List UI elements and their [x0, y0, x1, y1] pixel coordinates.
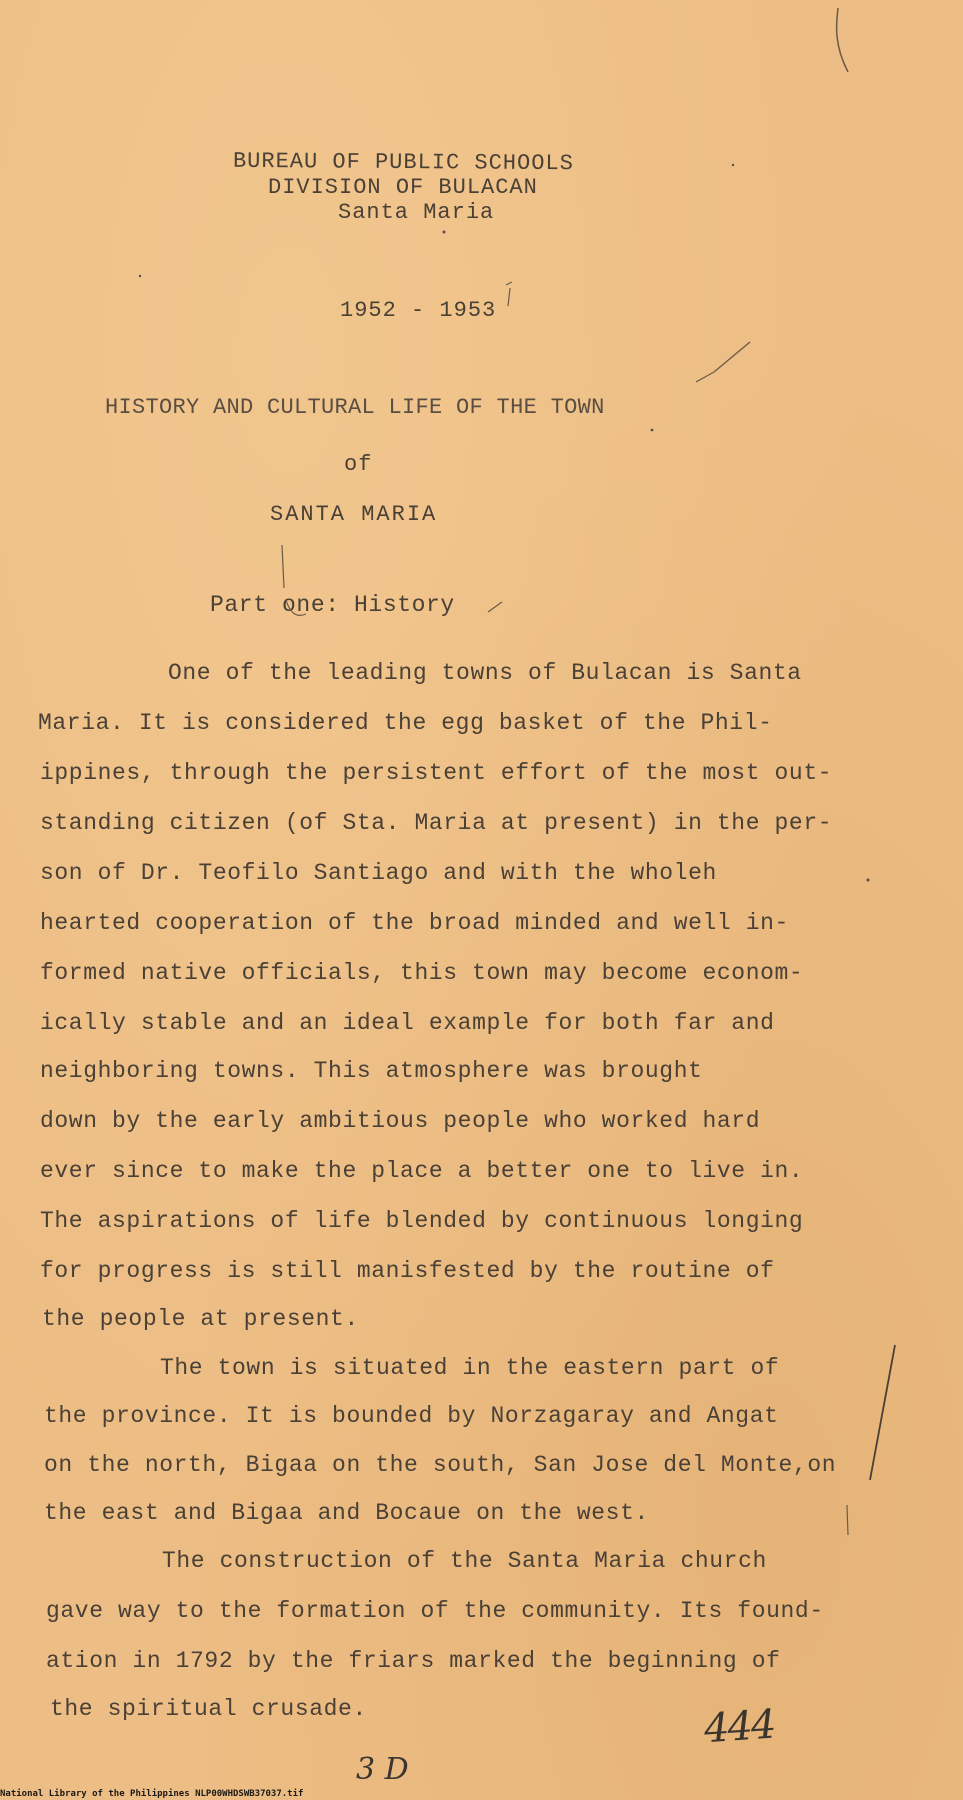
- section-heading: Part one: History: [210, 592, 455, 618]
- handwritten-bottom-mark: 3 D: [356, 1752, 409, 1787]
- paragraph-line: Maria. It is considered the egg basket of the Phil-: [38, 710, 773, 736]
- paragraph-line: The aspirations of life blended by continuous longing: [40, 1208, 804, 1234]
- paragraph-line: The construction of the Santa Maria church: [162, 1548, 767, 1574]
- paragraph-line: down by the early ambitious people who worked hard: [40, 1108, 761, 1134]
- paragraph-line: the province. It is bounded by Norzagaray and Angat: [44, 1403, 779, 1429]
- paragraph-line: ation in 1792 by the friars marked the beginning of: [46, 1648, 781, 1674]
- paragraph-line: neighboring towns. This atmosphere was brought: [40, 1058, 703, 1084]
- paragraph-line: for progress is still manisfested by the routine of: [40, 1258, 775, 1284]
- paragraph-line: the spiritual crusade.: [50, 1696, 367, 1722]
- paragraph-line: the people at present.: [42, 1306, 359, 1332]
- paragraph-line: ically stable and an ideal example for both far and: [40, 1010, 775, 1036]
- header-division: DIVISION OF BULACAN: [268, 175, 538, 200]
- handwritten-page-number: 444: [702, 1701, 776, 1753]
- paragraph-line: ippines, through the persistent effort of the most out-: [40, 760, 833, 786]
- title-town-name: SANTA MARIA: [270, 502, 438, 527]
- header-town: Santa Maria: [338, 200, 495, 225]
- paragraph-line: gave way to the formation of the community. Its found-: [46, 1598, 824, 1624]
- paragraph-line: hearted cooperation of the broad minded and well in-: [40, 910, 789, 936]
- archive-footer: National Library of the Philippines NLP00WHDSWB37037.tif: [0, 1789, 304, 1799]
- paragraph-line: son of Dr. Teofilo Santiago and with the wholeh: [40, 860, 717, 886]
- paragraph-line: on the north, Bigaa on the south, San Jose del Monte,on: [44, 1452, 837, 1478]
- paragraph-line: The town is situated in the eastern part of: [160, 1355, 780, 1381]
- header-years: 1952 - 1953: [340, 298, 497, 323]
- paragraph-line: One of the leading towns of Bulacan is Santa: [168, 660, 802, 686]
- paragraph-line: the east and Bigaa and Bocaue on the west.: [44, 1500, 649, 1526]
- title-history: HISTORY AND CULTURAL LIFE OF THE TOWN: [105, 395, 605, 420]
- paragraph-line: standing citizen (of Sta. Maria at present) in the per-: [40, 810, 833, 836]
- header-bureau: BUREAU OF PUBLIC SCHOOLS: [232, 148, 574, 177]
- title-of: of: [344, 452, 373, 477]
- paragraph-line: formed native officials, this town may become econom-: [40, 960, 804, 986]
- paragraph-line: ever since to make the place a better one to live in.: [40, 1158, 804, 1184]
